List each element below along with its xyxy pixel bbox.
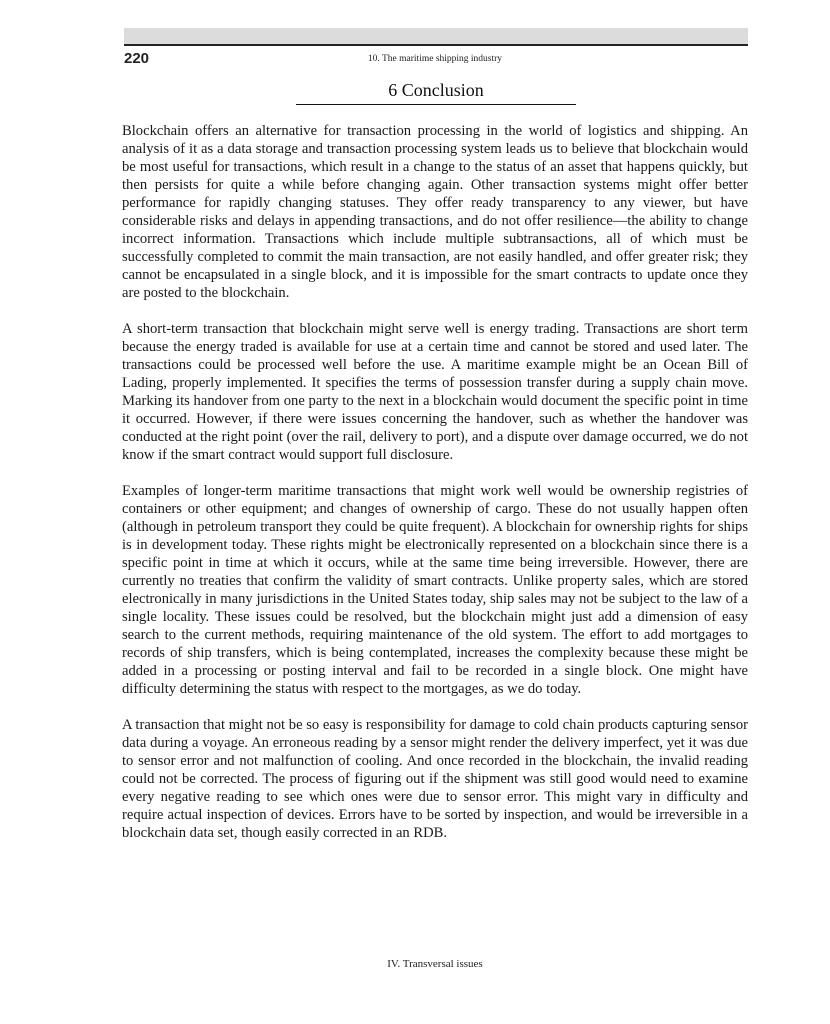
paragraph-2: A short-term transaction that blockchain might serve well is energy trading. Transactions are short term because the energy traded is available for use at a certain time and cannot be stored and used later. The transactions could be processed well before the use. A maritime example might be an Ocean Bill of Lading, properly implemented. It specifies the terms of possession transfer during a supply chain move. Marking its handover from one party to the next in a blockchain would document the specific point in time it occurred. However, if there were issues concerning the handover, such as whether the handover was conducted at the right point (over the rail, delivery to port), and a dispute over damage occurred, we do not know if the smart contract would support full disclosure. (122, 321, 748, 463)
paragraph-4: A transaction that might not be so easy is responsibility for damage to cold chain products capturing sensor data during a voyage. An erroneous reading by a sensor might render the delivery imperfect, yet it was due to sensor error and not malfunction of cooling. And once recorded in the blockchain, the invalid reading could not be corrected. The process of figuring out if the shipment was still good would need to examine every negative reading to see which ones were due to sensor error. This might vary in difficulty and require actual inspection of devices. Errors have to be sorted by inspection, and would be irreversible in a blockchain data set, though easily corrected in an RDB. (122, 717, 748, 841)
section-title: 6 Conclusion (388, 80, 484, 100)
running-head: 10. The maritime shipping industry (367, 54, 503, 64)
header-rule (124, 44, 748, 46)
paragraph-1: Blockchain offers an alternative for transaction processing in the world of logistics and shipping. An analysis of it as a data storage and transaction processing system leads us to believe that blockchain would be most useful for transactions, which result in a change to the status of an asset that happens quickly, but then persists for quite a while before changing again. Other transaction systems might offer better performance for rapidly changing statuses. They offer ready transparency to any viewer, but have considerable risks and delays in appending transactions, and do not offer resilience—the ability to change incorrect information. Transactions which include multiple subtransactions, all of which must be successfully completed to commit the main transaction, are not easily handled, and offer greater risk; they cannot be encapsulated in a single block, and it is impossible for the smart contracts to update once they are posted to the blockchain. (122, 123, 748, 301)
paragraph-3: Examples of longer-term maritime transactions that might work well would be ownership registries of containers or other equipment; and changes of ownership of cargo. These do not usually happen often (although in petroleum transport they could be quite frequent). A blockchain for ownership rights for ships is in development today. These rights might be electronically represented on a blockchain since there is a specific point in time at which it occurs, while at the same time being irreversible. However, there are currently no treaties that confirm the validity of smart contracts. Unlike property sales, which are stored electronically in many jurisdictions in the United States today, ship sales may not be subject to the law of a single locality. These issues could be resolved, but the blockchain might just add a dimension of easy search to the current methods, requiring maintenance of the old system. The effort to add mortgages to records of ship transfers, which is being contemplated, increases the complexity because these might be added in a processing or posting interval and fail to be recorded in a single block. One might have difficulty determining the status with respect to the mortgages, as we do today. (122, 483, 748, 697)
footer-part-label: IV. Transversal issues (387, 958, 483, 970)
header-band (124, 28, 748, 44)
body-text (122, 122, 748, 860)
page-number: 220 (124, 50, 150, 67)
title-rule (296, 104, 576, 105)
